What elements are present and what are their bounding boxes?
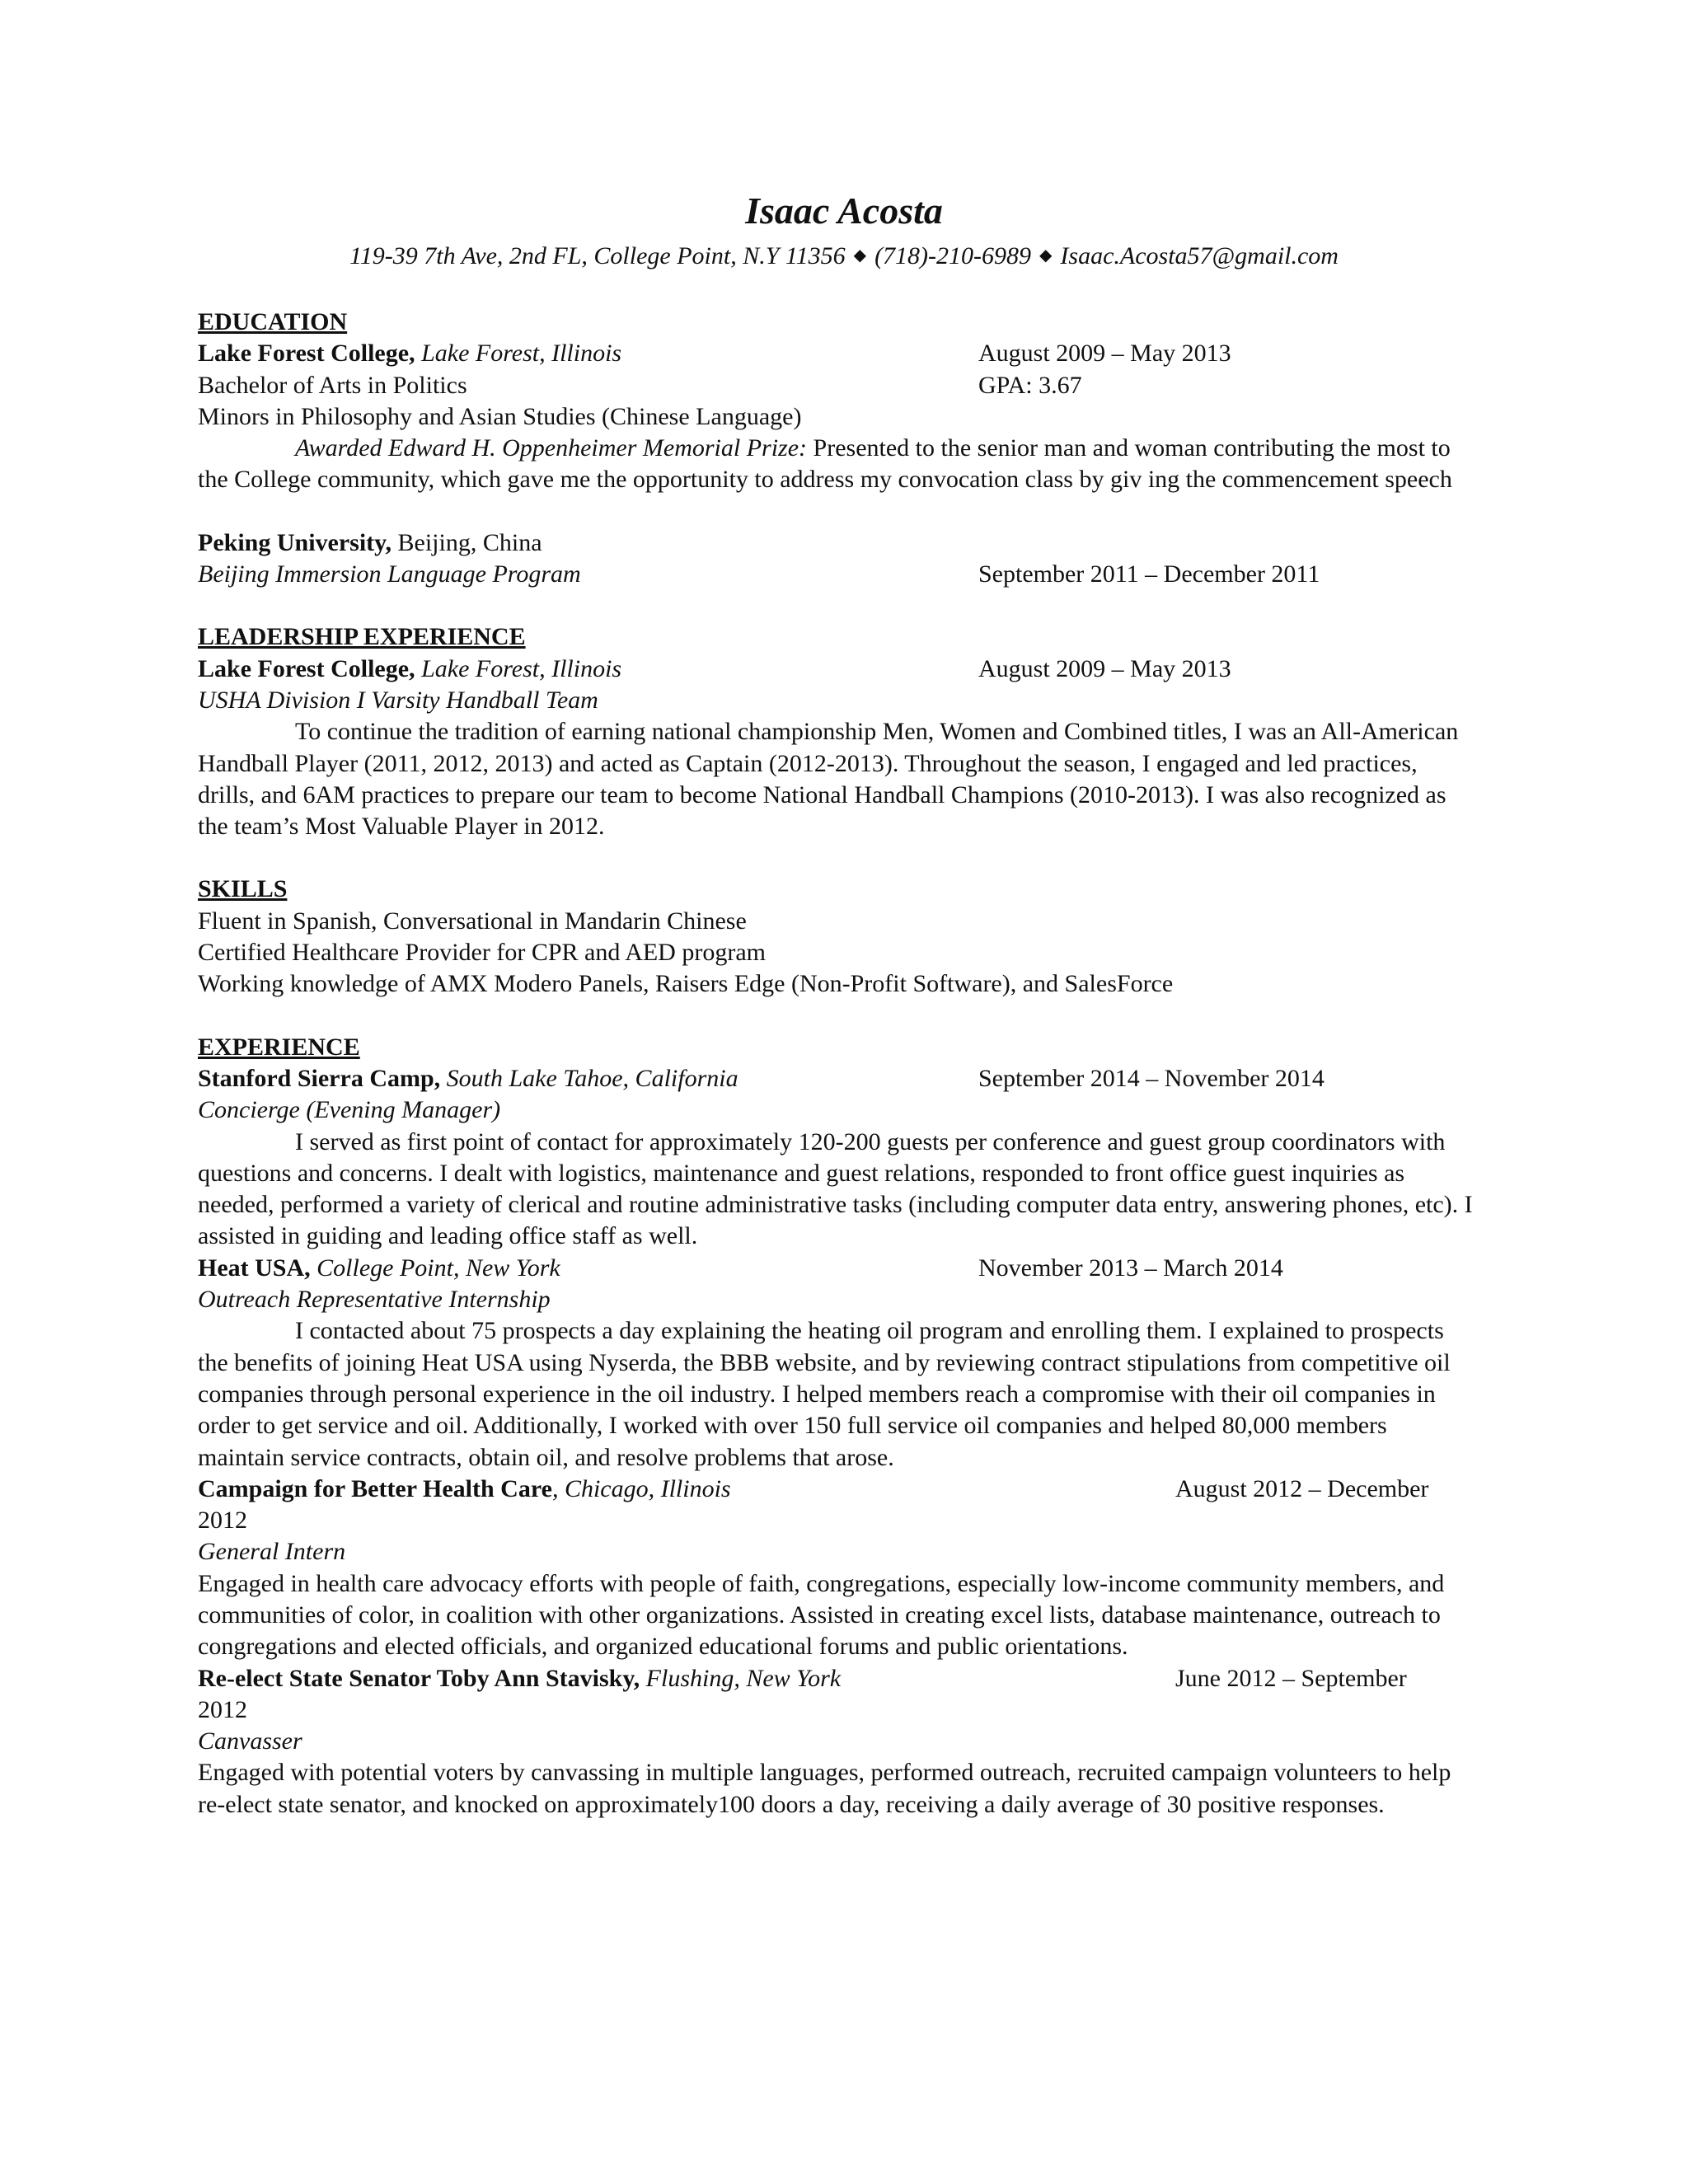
diamond-separator-icon: ◆ xyxy=(853,246,867,265)
candidate-name: Isaac Acosta xyxy=(745,190,943,232)
contact-phone: (718)-210-6989 xyxy=(874,242,1032,269)
program-dates: September 2011 – December 2011 xyxy=(978,560,1320,588)
job-dates: November 2013 – March 2014 xyxy=(978,1254,1283,1282)
skill-item: Certified Healthcare Provider for CPR and AED program xyxy=(198,939,766,967)
job-dates-continued: 2012 xyxy=(198,1695,247,1723)
contact-email: Isaac.Acosta57@gmail.com xyxy=(1060,242,1339,269)
resume-body xyxy=(198,307,1475,1852)
job-org: Heat USA, xyxy=(198,1254,311,1282)
section-title-leadership: LEADERSHIP EXPERIENCE xyxy=(198,623,526,651)
job-location: South Lake Tahoe, California xyxy=(446,1064,738,1092)
job-header xyxy=(198,1663,1475,1694)
job-dates-continued: 2012 xyxy=(198,1507,247,1535)
school-name: Lake Forest College, xyxy=(198,654,415,682)
award-paragraph xyxy=(198,433,1475,496)
job-org: Re-elect State Senator Toby Ann Stavisky, xyxy=(198,1664,640,1692)
gpa: GPA: 3.67 xyxy=(978,371,1082,399)
school-location: Lake Forest, Illinois xyxy=(421,340,622,368)
job-location: Flushing, New York xyxy=(645,1664,842,1692)
job-location: College Point, New York xyxy=(316,1254,560,1282)
degree: Bachelor of Arts in Politics xyxy=(198,371,467,399)
leadership-description: To continue the tradition of earning national championship Men, Women and Combined titles, I was an All-American Handball Player (2011, 2012, 2013) and acted as Captain (2012-2013). Throughout the season, I engaged and led practices, drills, and 6AM practices to prepare our team to become National Handball Champions (2010-2013). I was also recognized as the team’s Most Valuable Player in 2012. xyxy=(198,718,1459,841)
job-role: Outreach Representative Internship xyxy=(198,1286,551,1314)
education-lfc-header xyxy=(198,338,1475,369)
leadership-role: USHA Division I Varsity Handball Team xyxy=(198,686,598,714)
job-description: I contacted about 75 prospects a day explaining the heating oil program and enrolling them. I explained to prospects the benefits of joining Heat USA using Nyserda, the BBB website, and by reviewing contract stipulations from competitive oil companies through personal experience in the oil industry. I helped members reach a compromise with their oil companies in order to get service and oil. Additionally, I worked with over 150 full service oil companies and helped 80,000 members maintain service contracts, obtain oil, and resolve problems that arose. xyxy=(198,1317,1451,1471)
skill-item: Working knowledge of AMX Modero Panels, Raisers Edge (Non-Profit Software), and SalesForce xyxy=(198,970,1174,998)
award-description: Presented to the senior man and woman contributing the most to the College community, which gave me the opportunity to address my convocation class by giv ing the commencement speech xyxy=(198,434,1452,494)
school-location: Beijing, China xyxy=(397,528,542,556)
leadership-dates: August 2009 – May 2013 xyxy=(978,654,1231,682)
program-line xyxy=(198,559,1475,590)
job-role: Concierge (Evening Manager) xyxy=(198,1096,501,1124)
job-description: I served as first point of contact for approximately 120-200 guests per conference and guest group coordinators with questions and concerns. I dealt with logistics, maintenance and guest relations, responded to front office guest inquiries as needed, performed a variety of clerical and routine administrative tasks (including computer data entry, answering phones, etc). I assisted in guiding and leading office staff as well. xyxy=(198,1127,1473,1250)
job-header xyxy=(198,1253,1475,1284)
school-name: Lake Forest College, xyxy=(198,340,415,368)
job-role: General Intern xyxy=(198,1538,346,1566)
resume-header xyxy=(0,188,1688,273)
job-role: Canvasser xyxy=(198,1727,302,1755)
contact-line xyxy=(0,239,1688,273)
job-dates: September 2014 – November 2014 xyxy=(978,1064,1325,1092)
job-dates: August 2012 – December xyxy=(1175,1474,1429,1502)
leadership-section xyxy=(198,621,1475,842)
contact-address: 119-39 7th Ave, 2nd FL, College Point, N.Y 11356 xyxy=(349,242,846,269)
minors: Minors in Philosophy and Asian Studies (Chinese Language) xyxy=(198,402,802,430)
education-section xyxy=(198,307,1475,590)
school-location: Lake Forest, Illinois xyxy=(421,654,622,682)
program-name: Beijing Immersion Language Program xyxy=(198,560,581,588)
job-location: , Chicago, Illinois xyxy=(551,1474,731,1502)
job-header xyxy=(198,1474,1475,1505)
job-description: Engaged in health care advocacy efforts with people of faith, congregations, especially low-income community members, and communities of color, in coalition with other organizations. Assisted in creating excel lists, database maintenance, outreach to congregations and elected officials, and organized educational forums and public orientations. xyxy=(198,1569,1445,1661)
diamond-separator-icon: ◆ xyxy=(1039,246,1053,265)
education-peking-header xyxy=(198,527,1475,559)
job-description: Engaged with potential voters by canvassing in multiple languages, performed outreach, recruited campaign volunteers to help re-elect state senator, and knocked on approximately100 doors a day, receiving a daily average of 30 positive responses. xyxy=(198,1759,1451,1818)
leadership-header xyxy=(198,654,1475,685)
section-title-experience: EXPERIENCE xyxy=(198,1033,360,1061)
section-title-education: EDUCATION xyxy=(198,308,348,335)
education-dates: August 2009 – May 2013 xyxy=(978,340,1231,368)
section-title-skills: SKILLS xyxy=(198,875,288,903)
experience-section xyxy=(198,1032,1475,1821)
award-title: Awarded Edward H. Oppenheimer Memorial Prize: xyxy=(295,434,808,462)
job-dates: June 2012 – September xyxy=(1175,1664,1407,1692)
job-org: Stanford Sierra Camp, xyxy=(198,1064,441,1092)
school-name: Peking University, xyxy=(198,528,392,556)
job-org: Campaign for Better Health Care xyxy=(198,1474,552,1502)
job-header xyxy=(198,1063,1475,1094)
skills-section xyxy=(198,874,1475,1000)
skill-item: Fluent in Spanish, Conversational in Mandarin Chinese xyxy=(198,907,747,935)
degree-line xyxy=(198,370,1475,401)
